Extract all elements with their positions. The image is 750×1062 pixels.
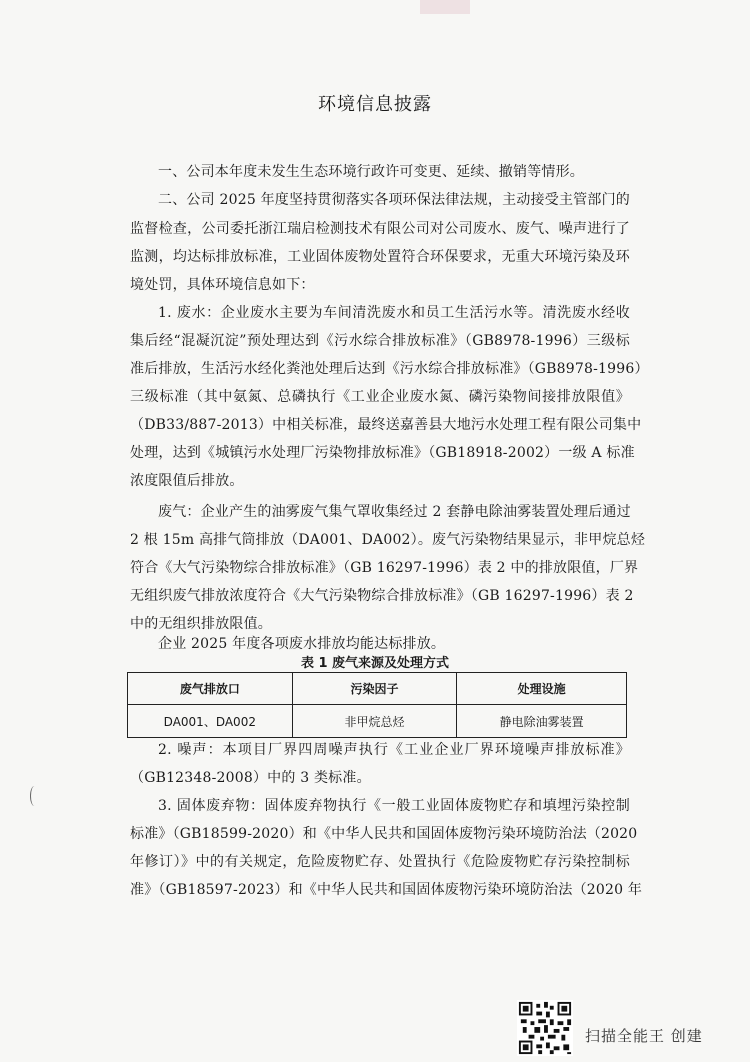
qr-code-icon: [517, 1000, 573, 1056]
table-caption: 表 1 废气来源及处理方式: [300, 656, 450, 671]
scan-mark: [30, 786, 39, 806]
paragraph-line-10: （DB33/887-2013）中相关标准，最终送嘉善县大地污水处理工程有限公司集中: [130, 417, 642, 433]
paragraph-line-17: 中的无组织排放限值。: [130, 616, 272, 632]
paragraph-line-16: 无组织废气排放浓度符合《大气污染物综合排放标准》（GB 16297-1996）表 2: [130, 588, 634, 604]
paper-smudge: [420, 0, 470, 14]
paragraph-line-14: 2 根 15m 高排气筒排放（DA001、DA002）。废气污染物结果显示，非甲烷总烃: [130, 532, 646, 548]
paragraph-line-6: 1. 废水：企业废水主要为车间清洗废水和员工生活污水等。清洗废水经收: [158, 305, 630, 321]
paragraph-line-8: 准后排放，生活污水经化粪池处理后达到《污水综合排放标准》（GB8978-1996）: [130, 361, 649, 377]
paragraph-line-19: 2. 噪声：本项目厂界四周噪声执行《工业企业厂界环境噪声排放标准》: [158, 742, 630, 758]
paragraph-line-15: 符合《大气污染物综合排放标准》（GB 16297-1996）表 2 中的排放限值，厂界: [130, 560, 639, 576]
paragraph-line-1: 一、公司本年度未发生生态环境行政许可变更、延续、撤销等情形。: [158, 164, 584, 180]
table-header-cell: 污染因子: [292, 673, 457, 705]
paragraph-line-22: 标准》（GB18599-2020）和《中华人民共和国固体废物污染环境防治法（2020: [130, 826, 638, 842]
paragraph-line-12: 浓度限值后排放。: [130, 473, 244, 489]
paragraph-line-18: 企业 2025 年度各项废水排放均能达标排放。: [158, 636, 446, 652]
paragraph-line-11: 处理，达到《城镇污水处理厂污染物排放标准》（GB18918-2002）一级 A 标准: [130, 445, 635, 461]
table-header-row: [128, 673, 627, 705]
paragraph-line-2: 二、公司 2025 年度坚持贯彻落实各项环保法律法规，主动接受主管部门的: [158, 192, 630, 208]
table-cell: 非甲烷总烃: [292, 705, 457, 738]
paragraph-line-5: 境处罚，具体环境信息如下：: [130, 277, 315, 293]
paragraph-line-20: （GB12348-2008）中的 3 类标准。: [130, 770, 371, 786]
paragraph-line-21: 3. 固体废弃物：固体废弃物执行《一般工业固体废物贮存和填埋污染控制: [158, 798, 630, 814]
emission-table: [127, 672, 627, 738]
table-cell: 静电除油雾装置: [457, 705, 627, 738]
table-cell: DA001、DA002: [128, 705, 293, 738]
paragraph-line-24: 准》（GB18597-2023）和《中华人民共和国固体废物污染环境防治法（2020 年: [130, 882, 643, 898]
paragraph-line-7: 集后经“混凝沉淀”预处理达到《污水综合排放标准》（GB8978-1996）三级标: [130, 333, 630, 349]
paragraph-line-9: 三级标准（其中氨氮、总磷执行《工业企业废水氮、磷污染物间接排放限值》: [130, 389, 630, 405]
table-header-cell: 处理设施: [457, 673, 627, 705]
paragraph-line-13: 废气：企业产生的油雾废气集气罩收集经过 2 套静电除油雾装置处理后通过: [158, 504, 631, 520]
table-header-cell: 废气排放口: [128, 673, 293, 705]
paragraph-line-3: 监督检查，公司委托浙江瑞启检测技术有限公司对公司废水、废气、噪声进行了: [130, 221, 630, 237]
page-title: 环境信息披露: [318, 94, 432, 115]
paragraph-line-4: 监测，均达标排放标准，工业固体废物处置符合环保要求，无重大环境污染及环: [130, 249, 630, 265]
scanner-watermark: 扫描全能王 创建: [585, 1027, 703, 1045]
paragraph-line-23: 年修订）》中的有关规定，危险废物贮存、处置执行《危险废物贮存污染控制标: [130, 854, 630, 870]
table-row: [128, 705, 627, 738]
